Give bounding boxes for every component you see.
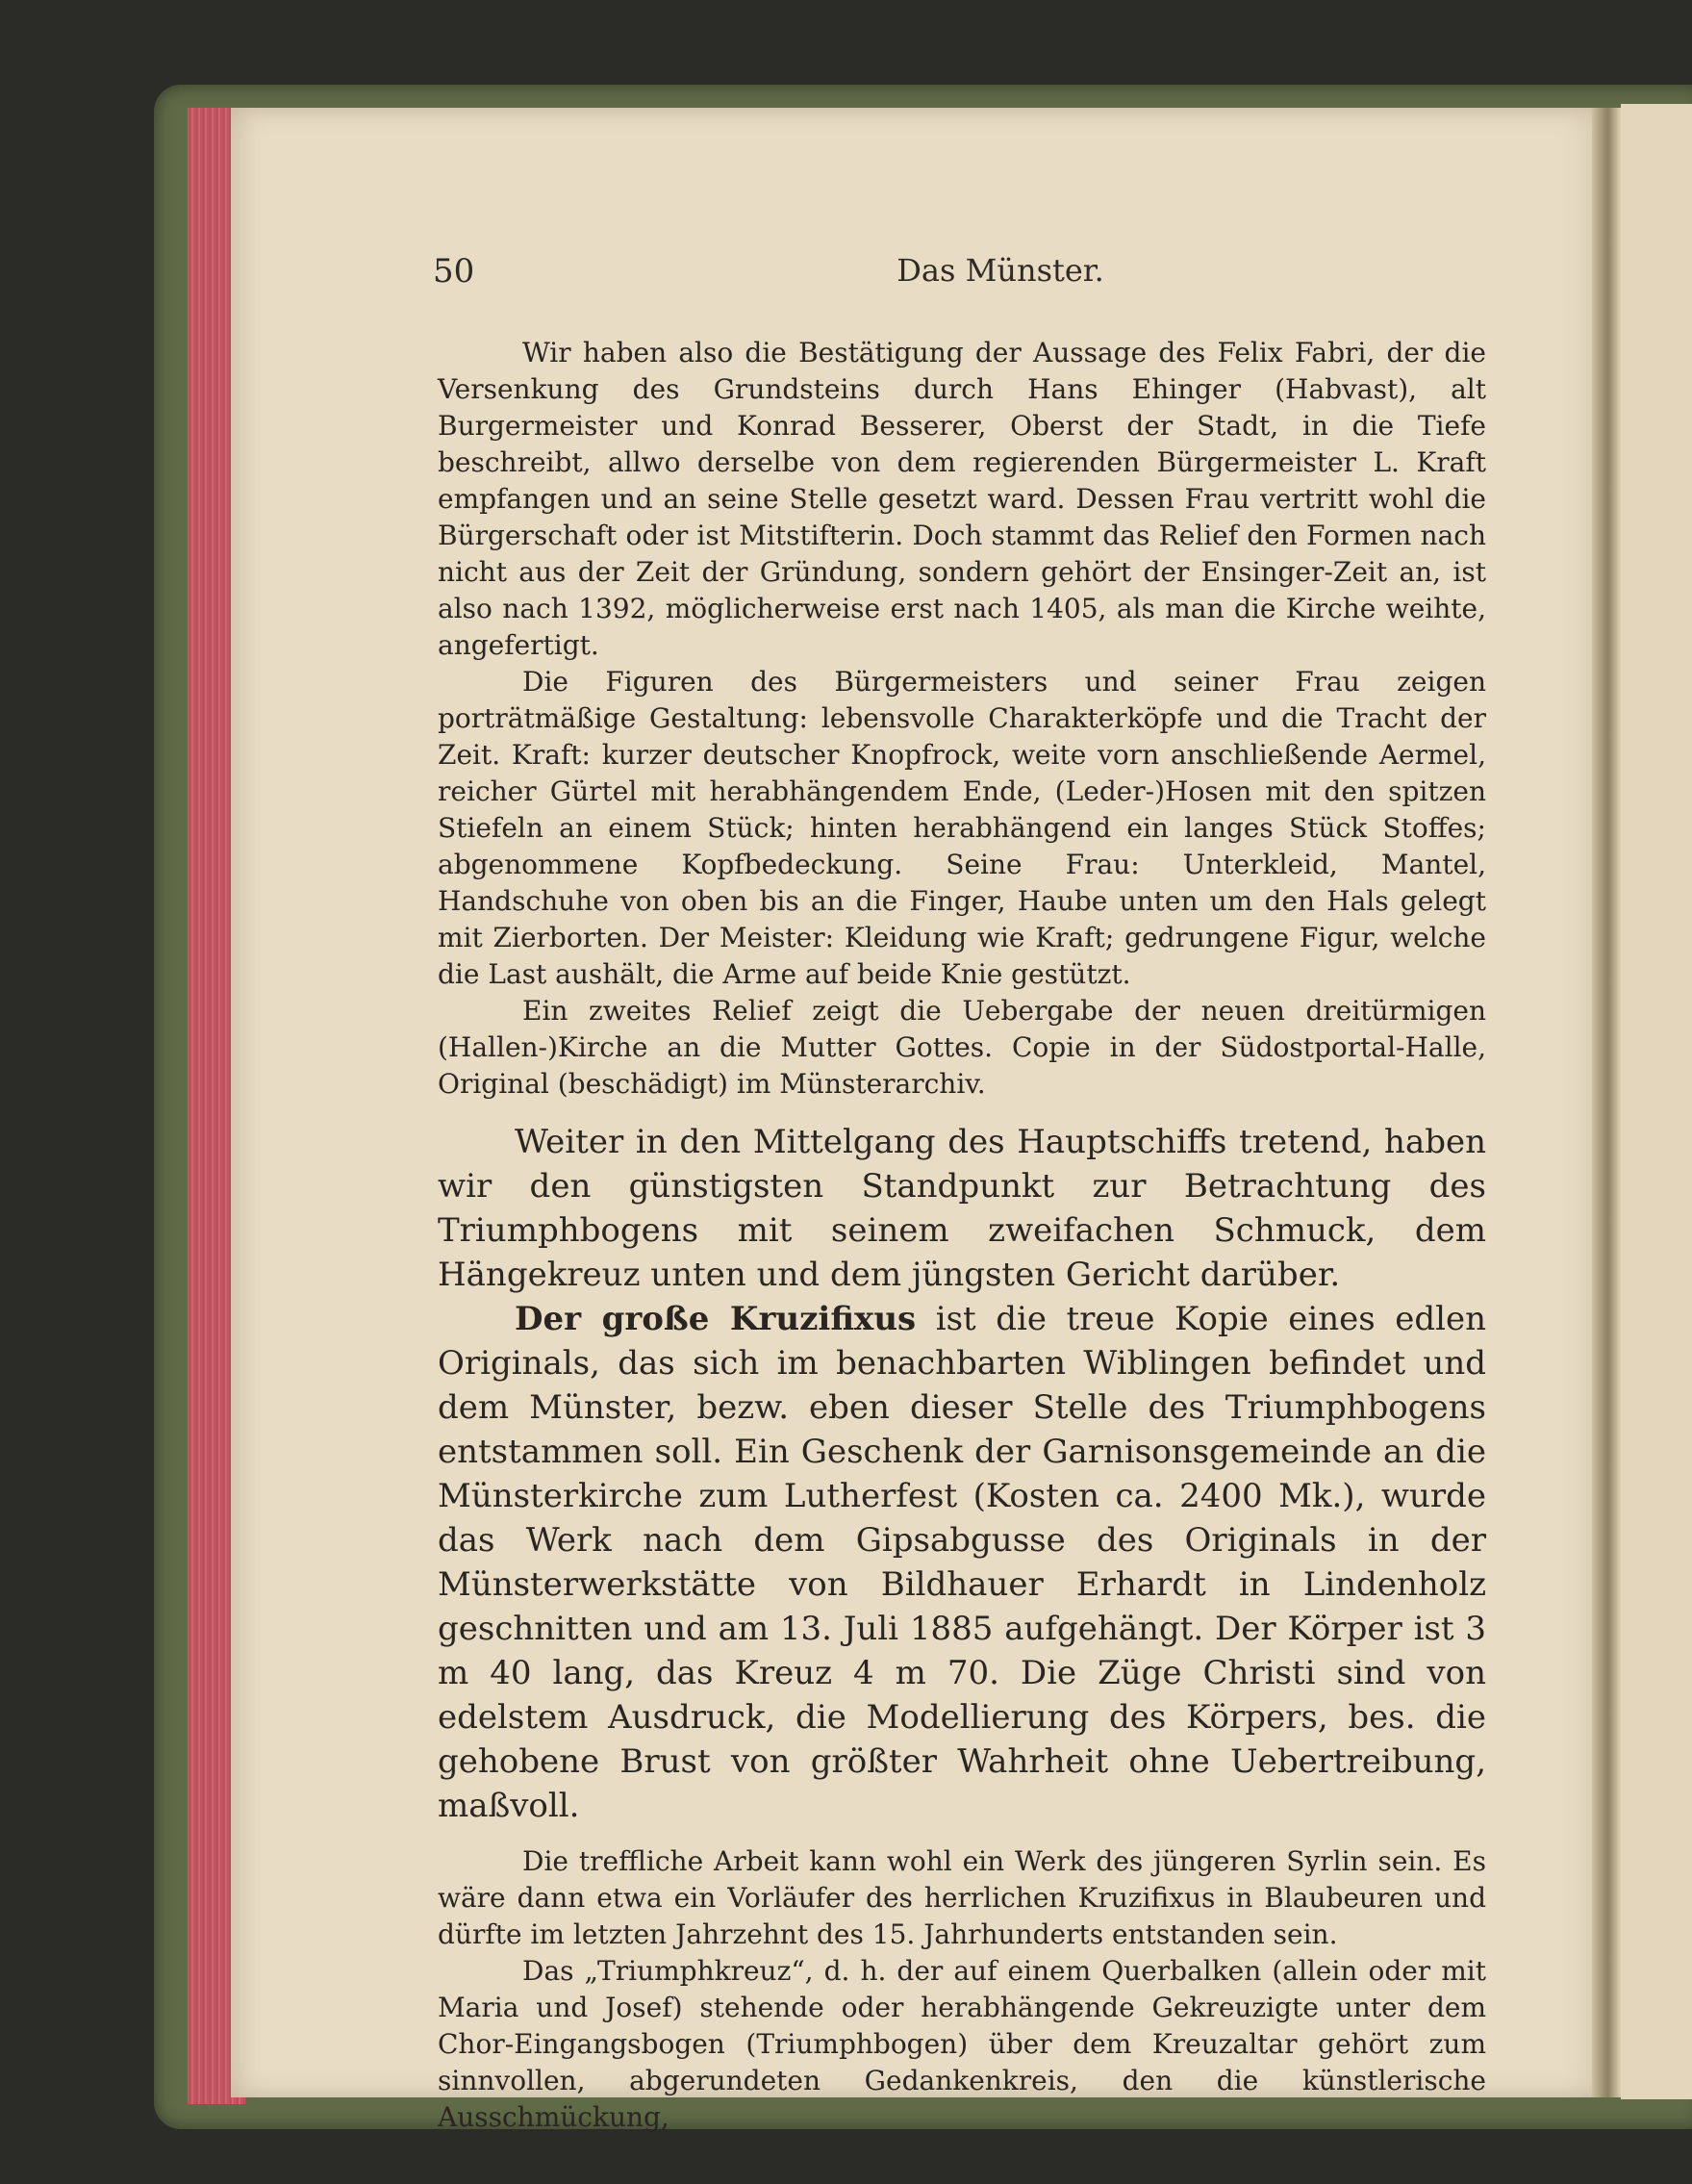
book-gutter — [1592, 108, 1621, 2097]
kruzifixus-lead: Der große Kruzifixus — [515, 1300, 917, 1338]
paragraph-kruzifixus — [438, 1297, 1486, 1828]
paragraph-syrlin: Die treffliche Arbeit kann wohl ein Werk des jüngeren Syrlin sein. Es wäre dann etwa ein Vorläufer des herrlichen Kruzifixus in Blaubeuren und dürfte im letzten Jahrzehnt des 15. Jahrhunderts entstanden sein. — [438, 1845, 1486, 1950]
paragraph-triumphkreuz: Das „Triumphkreuz“, d. h. der auf einem Querbalken (allein oder mit Maria und Josef) stehende oder herabhängende Gekreuzigte unter dem Chor-Eingangsbogen (Triumphbogen) über dem Kreuzaltar gehört zum sinnvollen, abgerundeten Gedankenkreis, den die künstlerische Ausschmückung, — [438, 1955, 1486, 2133]
paragraph-grundstein: Wir haben also die Bestätigung der Aussage des Felix Fabri, der die Versenkung des Grundsteins durch Hans Ehinger (Habvast), alt Burgermeister und Konrad Besserer, Oberst der Stadt, in die Tiefe beschreibt, allwo derselbe von dem regierenden Bürgermeister L. Kraft empfangen und an seine Stelle gesetzt ward. Dessen Frau vertritt wohl die Bürgerschaft oder ist Mitstifterin. Doch stammt das Relief den Formen nach nicht aus der Zeit der Gründung, sondern gehört der Ensinger-Zeit an, ist also nach 1392, möglicherweise erst nach 1405, als man die Kirche weihte, angefertigt. — [438, 337, 1486, 661]
running-head: Das Münster. — [897, 252, 1104, 289]
facing-page — [1621, 104, 1692, 2099]
main-text — [438, 335, 1486, 2136]
paragraph-mittelgang: Weiter in den Mittelgang des Hauptschiffs tretend, haben wir den günstigsten Standpunkt zur Betrachtung des Triumphbogens mit seinem zweifachen Schmuck, dem Hängekreuz unten und dem jüngsten Gericht darüber. — [438, 1123, 1486, 1294]
paragraph-zweites-relief: Ein zweites Relief zeigt die Uebergabe der neuen dreitürmigen (Hallen-)Kirche an die Mutter Gottes. Copie in der Südostportal-Halle, Original (beschädigt) im Münsterarchiv. — [438, 995, 1486, 1100]
page-number: 50 — [433, 252, 475, 291]
kruzifixus-body: ist die treue Kopie eines edlen Originals, das sich im benachbarten Wiblingen befindet und dem Münster, bezw. eben dieser Stelle des Triumphbogens entstammen soll. Ein Geschenk der Garnisonsgemeinde an die Münsterkirche zum Lutherfest (Kosten ca. 2400 Mk.), wurde das Werk nach dem Gipsabgusse des Originals in der Münsterwerkstätte von Bildhauer Erhardt in Lindenholz geschnitten und am 13. Juli 1885 aufgehängt. Der Körper ist 3 m 40 lang, das Kreuz 4 m 70. Die Züge Christi sind von edelstem Ausdruck, die Modellierung des Körpers, bes. die gehobene Brust von größter Wahrheit ohne Uebertreibung, maßvoll. — [438, 1300, 1487, 1825]
paragraph-figuren: Die Figuren des Bürgermeisters und seiner Frau zeigen porträtmäßige Gestaltung: lebensvolle Charakterköpfe und die Tracht der Zeit. Kraft: kurzer deutscher Knopfrock, weite vorn anschließende Aermel, reicher Gürtel mit herabhängendem Ende, (Leder-)Hosen mit den spitzen Stiefeln an einem Stück; hinten herabhängend ein langes Stück Stoffes; abgenommene Kopfbedeckung. Seine Frau: Unterkleid, Mantel, Handschuhe von oben bis an die Finger, Haube unten um den Hals gelegt mit Zierborten. Der Meister: Kleidung wie Kraft; gedrungene Figur, welche die Last aushält, die Arme auf beide Knie gestützt. — [438, 666, 1486, 990]
page-header — [433, 252, 1568, 300]
